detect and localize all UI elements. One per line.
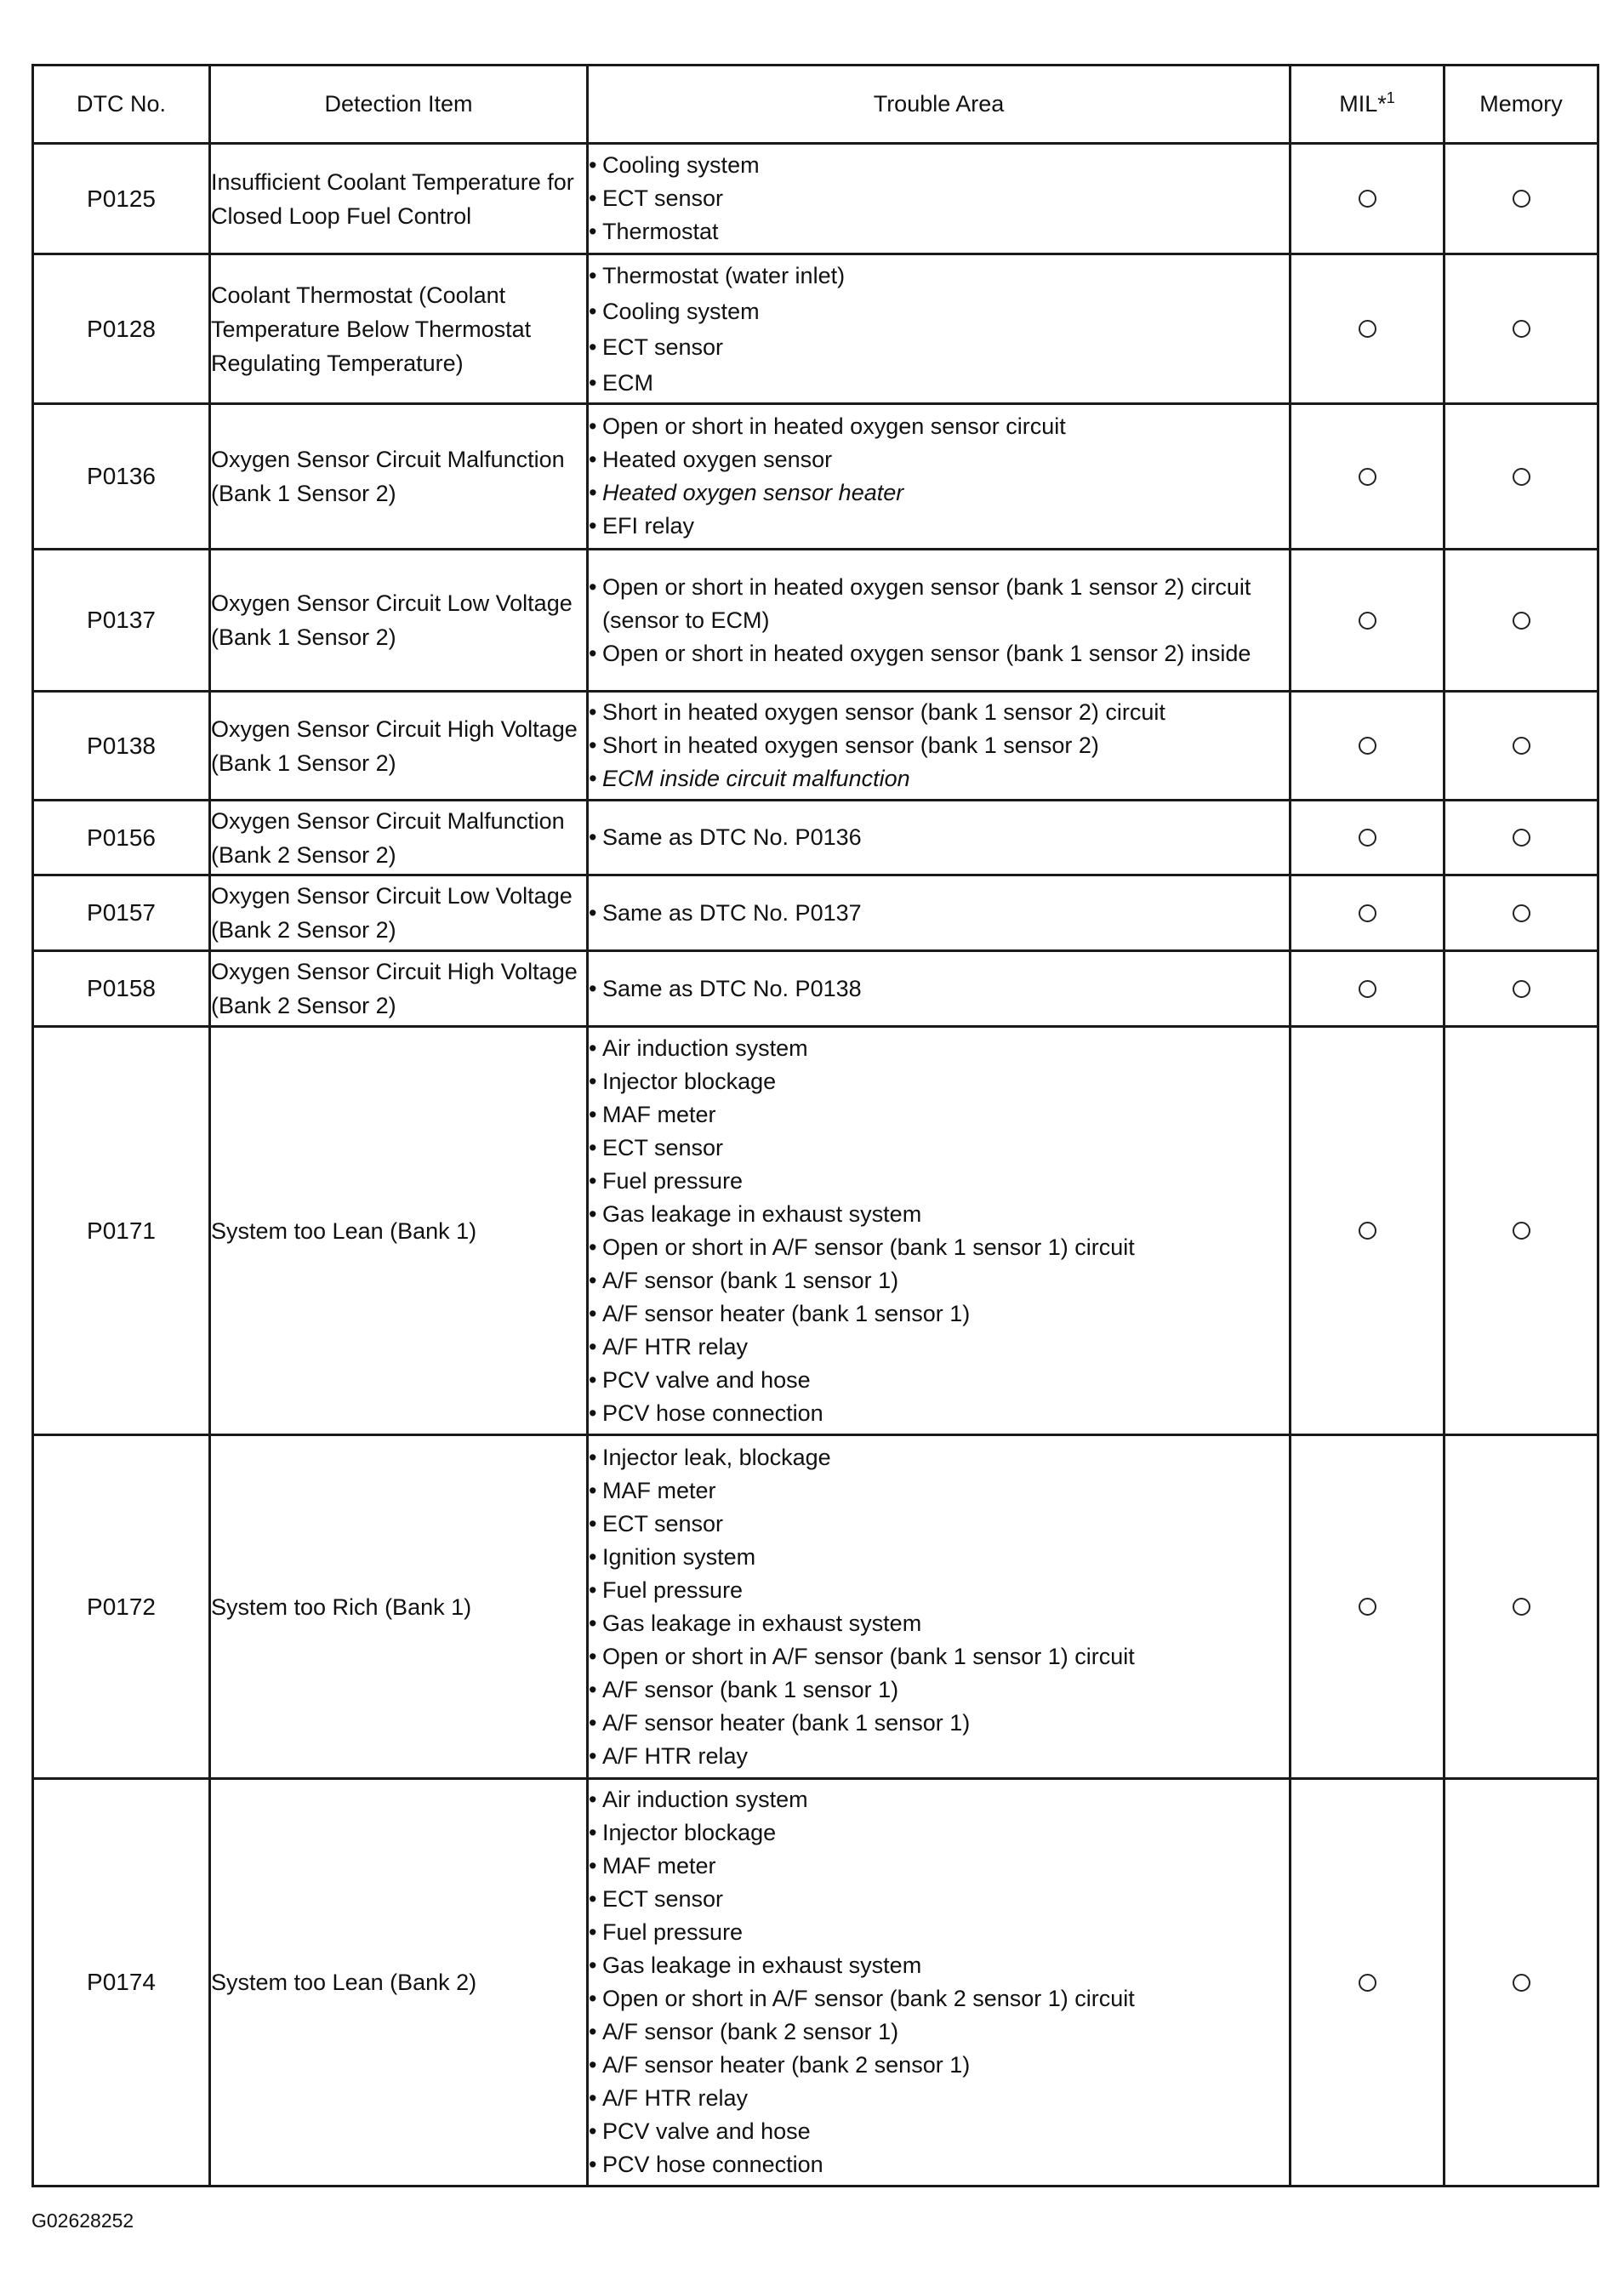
trouble-area-item: • ECT sensor <box>589 329 1289 365</box>
table-body <box>33 144 1598 2187</box>
table-row <box>33 1435 1598 1779</box>
trouble-area-item: • A/F sensor (bank 1 sensor 1) <box>589 1673 1289 1707</box>
trouble-area-item: • Cooling system <box>589 294 1289 329</box>
trouble-area-list <box>589 821 1289 854</box>
dtc-code: P0136 <box>33 404 210 550</box>
memory-circle-icon <box>1513 1598 1530 1616</box>
mil-indicator-cell <box>1291 144 1445 254</box>
table-header <box>33 66 1598 144</box>
trouble-area-item: • A/F sensor heater (bank 1 sensor 1) <box>589 1707 1289 1740</box>
mil-indicator-cell <box>1291 404 1445 550</box>
mil-indicator-cell <box>1291 801 1445 875</box>
trouble-area-item: • Open or short in heated oxygen sensor (bank 1 sensor 2) inside <box>589 637 1289 670</box>
memory-circle-icon <box>1513 1222 1530 1240</box>
header-row <box>33 66 1598 144</box>
trouble-area-item: • Open or short in A/F sensor (bank 2 sensor 1) circuit <box>589 1982 1289 2015</box>
header-dtc-no: DTC No. <box>33 66 210 144</box>
detection-item: Oxygen Sensor Circuit High Voltage (Bank 1 Sensor 2) <box>210 692 588 801</box>
mil-indicator-cell <box>1291 254 1445 404</box>
trouble-area-item: • Same as DTC No. P0138 <box>589 972 1289 1006</box>
trouble-area-item: • A/F HTR relay <box>589 1740 1289 1773</box>
trouble-area-list <box>589 149 1289 248</box>
mil-circle-icon <box>1359 1974 1376 1992</box>
trouble-area-item: • Fuel pressure <box>589 1574 1289 1607</box>
mil-circle-icon <box>1359 737 1376 755</box>
memory-circle-icon <box>1513 612 1530 630</box>
trouble-area-item: • MAF meter <box>589 1474 1289 1508</box>
memory-circle-icon <box>1513 320 1530 338</box>
trouble-area-list <box>589 571 1289 670</box>
memory-circle-icon <box>1513 468 1530 486</box>
trouble-area <box>588 404 1291 550</box>
memory-indicator-cell <box>1445 951 1598 1027</box>
trouble-area <box>588 951 1291 1027</box>
trouble-area-item: • ECT sensor <box>589 182 1289 215</box>
trouble-area <box>588 1027 1291 1435</box>
trouble-area-item: • PCV valve and hose <box>589 2115 1289 2148</box>
trouble-area <box>588 144 1291 254</box>
header-memory: Memory <box>1445 66 1598 144</box>
trouble-area-item: • Heated oxygen sensor <box>589 443 1289 476</box>
dtc-code: P0158 <box>33 951 210 1027</box>
trouble-area-item: • Heated oxygen sensor heater <box>589 476 1289 510</box>
dtc-code: P0172 <box>33 1435 210 1779</box>
trouble-area-list <box>589 1441 1289 1773</box>
trouble-area <box>588 550 1291 692</box>
trouble-area-list <box>589 972 1289 1006</box>
detection-item: Oxygen Sensor Circuit Low Voltage (Bank 1 Sensor 2) <box>210 550 588 692</box>
trouble-area-item: • Open or short in A/F sensor (bank 1 sensor 1) circuit <box>589 1231 1289 1264</box>
table-row <box>33 875 1598 951</box>
mil-indicator-cell <box>1291 1435 1445 1779</box>
memory-indicator-cell <box>1445 1435 1598 1779</box>
mil-circle-icon <box>1359 1222 1376 1240</box>
table-row <box>33 404 1598 550</box>
detection-item: Coolant Thermostat (Coolant Temperature Below Thermostat Regulating Temperature) <box>210 254 588 404</box>
trouble-area-item: • Air induction system <box>589 1783 1289 1816</box>
trouble-area-item: • A/F sensor (bank 2 sensor 1) <box>589 2015 1289 2049</box>
trouble-area-item: • Ignition system <box>589 1541 1289 1574</box>
mil-indicator-cell <box>1291 1779 1445 2187</box>
trouble-area-item: • EFI relay <box>589 510 1289 543</box>
memory-indicator-cell <box>1445 254 1598 404</box>
mil-circle-icon <box>1359 190 1376 208</box>
mil-circle-icon <box>1359 829 1376 847</box>
trouble-area-item: • MAF meter <box>589 1098 1289 1132</box>
mil-indicator-cell <box>1291 875 1445 951</box>
mil-circle-icon <box>1359 980 1376 998</box>
header-detection-item: Detection Item <box>210 66 588 144</box>
trouble-area-list <box>589 696 1289 795</box>
table-row <box>33 550 1598 692</box>
trouble-area-item: • Short in heated oxygen sensor (bank 1 sensor 2) <box>589 729 1289 762</box>
trouble-area-item: • ECT sensor <box>589 1508 1289 1541</box>
trouble-area-item: • Fuel pressure <box>589 1916 1289 1949</box>
trouble-area-item: • Injector leak, blockage <box>589 1441 1289 1474</box>
trouble-area-item: • ECM inside circuit malfunction <box>589 762 1289 795</box>
memory-indicator-cell <box>1445 1027 1598 1435</box>
figure-id: G02628252 <box>31 2209 134 2232</box>
detection-item: Oxygen Sensor Circuit Malfunction (Bank 1 Sensor 2) <box>210 404 588 550</box>
mil-footnote-ref: 1 <box>1386 89 1395 106</box>
header-trouble-area: Trouble Area <box>588 66 1291 144</box>
table-row <box>33 692 1598 801</box>
dtc-code: P0138 <box>33 692 210 801</box>
table-row <box>33 801 1598 875</box>
memory-circle-icon <box>1513 1974 1530 1992</box>
trouble-area-item: • Short in heated oxygen sensor (bank 1 sensor 2) circuit <box>589 696 1289 729</box>
trouble-area-item: • Injector blockage <box>589 1065 1289 1098</box>
memory-circle-icon <box>1513 980 1530 998</box>
trouble-area-item: • A/F sensor heater (bank 2 sensor 1) <box>589 2049 1289 2082</box>
trouble-area <box>588 801 1291 875</box>
memory-indicator-cell <box>1445 801 1598 875</box>
detection-item: System too Rich (Bank 1) <box>210 1435 588 1779</box>
trouble-area-item: • Open or short in heated oxygen sensor circuit <box>589 410 1289 443</box>
mil-indicator-cell <box>1291 550 1445 692</box>
detection-item: System too Lean (Bank 1) <box>210 1027 588 1435</box>
mil-circle-icon <box>1359 1598 1376 1616</box>
trouble-area-item: • A/F HTR relay <box>589 2082 1289 2115</box>
memory-indicator-cell <box>1445 550 1598 692</box>
detection-item: System too Lean (Bank 2) <box>210 1779 588 2187</box>
mil-circle-icon <box>1359 320 1376 338</box>
trouble-area-item: • PCV valve and hose <box>589 1364 1289 1397</box>
detection-item: Insufficient Coolant Temperature for Closed Loop Fuel Control <box>210 144 588 254</box>
memory-indicator-cell <box>1445 875 1598 951</box>
memory-indicator-cell <box>1445 144 1598 254</box>
dtc-code: P0171 <box>33 1027 210 1435</box>
trouble-area-item: • ECM <box>589 365 1289 401</box>
trouble-area-list <box>589 1032 1289 1430</box>
trouble-area-list <box>589 1783 1289 2181</box>
trouble-area-list <box>589 897 1289 930</box>
dtc-table <box>31 64 1599 2187</box>
mil-indicator-cell <box>1291 951 1445 1027</box>
dtc-code: P0128 <box>33 254 210 404</box>
trouble-area-list <box>589 410 1289 543</box>
trouble-area-item: • Thermostat <box>589 215 1289 248</box>
trouble-area-item: • Air induction system <box>589 1032 1289 1065</box>
trouble-area-item: • A/F sensor (bank 1 sensor 1) <box>589 1264 1289 1297</box>
header-mil-label: MIL* <box>1339 91 1387 117</box>
mil-indicator-cell <box>1291 1027 1445 1435</box>
detection-item: Oxygen Sensor Circuit Low Voltage (Bank 2 Sensor 2) <box>210 875 588 951</box>
table-row <box>33 1779 1598 2187</box>
table-row <box>33 144 1598 254</box>
mil-indicator-cell <box>1291 692 1445 801</box>
table-row <box>33 254 1598 404</box>
mil-circle-icon <box>1359 904 1376 922</box>
dtc-code: P0137 <box>33 550 210 692</box>
header-mil <box>1291 66 1445 144</box>
trouble-area-item: • Same as DTC No. P0136 <box>589 821 1289 854</box>
dtc-code: P0156 <box>33 801 210 875</box>
memory-indicator-cell <box>1445 1779 1598 2187</box>
trouble-area-item: • PCV hose connection <box>589 1397 1289 1430</box>
dtc-code: P0125 <box>33 144 210 254</box>
trouble-area-item: • Gas leakage in exhaust system <box>589 1949 1289 1982</box>
table-row <box>33 1027 1598 1435</box>
trouble-area-item: • ECT sensor <box>589 1883 1289 1916</box>
trouble-area-item: • Same as DTC No. P0137 <box>589 897 1289 930</box>
trouble-area-item: • ECT sensor <box>589 1132 1289 1165</box>
trouble-area-item: • A/F HTR relay <box>589 1331 1289 1364</box>
trouble-area-item: • Gas leakage in exhaust system <box>589 1198 1289 1231</box>
dtc-code: P0174 <box>33 1779 210 2187</box>
trouble-area <box>588 1779 1291 2187</box>
trouble-area-item: • Fuel pressure <box>589 1165 1289 1198</box>
dtc-code: P0157 <box>33 875 210 951</box>
mil-circle-icon <box>1359 468 1376 486</box>
trouble-area-item: • Injector blockage <box>589 1816 1289 1850</box>
detection-item: Oxygen Sensor Circuit High Voltage (Bank 2 Sensor 2) <box>210 951 588 1027</box>
trouble-area-item: • Open or short in heated oxygen sensor (bank 1 sensor 2) circuit (sensor to ECM) <box>589 571 1289 637</box>
trouble-area-list <box>589 258 1289 401</box>
trouble-area-item: • Gas leakage in exhaust system <box>589 1607 1289 1640</box>
memory-indicator-cell <box>1445 692 1598 801</box>
trouble-area <box>588 875 1291 951</box>
trouble-area <box>588 254 1291 404</box>
trouble-area-item: • A/F sensor heater (bank 1 sensor 1) <box>589 1297 1289 1331</box>
memory-circle-icon <box>1513 829 1530 847</box>
table-row <box>33 951 1598 1027</box>
detection-item: Oxygen Sensor Circuit Malfunction (Bank 2 Sensor 2) <box>210 801 588 875</box>
trouble-area-item: • Open or short in A/F sensor (bank 1 sensor 1) circuit <box>589 1640 1289 1673</box>
trouble-area <box>588 1435 1291 1779</box>
memory-circle-icon <box>1513 904 1530 922</box>
trouble-area-item: • Cooling system <box>589 149 1289 182</box>
trouble-area <box>588 692 1291 801</box>
trouble-area-item: • MAF meter <box>589 1850 1289 1883</box>
memory-circle-icon <box>1513 190 1530 208</box>
memory-circle-icon <box>1513 737 1530 755</box>
trouble-area-item: • PCV hose connection <box>589 2148 1289 2181</box>
memory-indicator-cell <box>1445 404 1598 550</box>
mil-circle-icon <box>1359 612 1376 630</box>
trouble-area-item: • Thermostat (water inlet) <box>589 258 1289 294</box>
